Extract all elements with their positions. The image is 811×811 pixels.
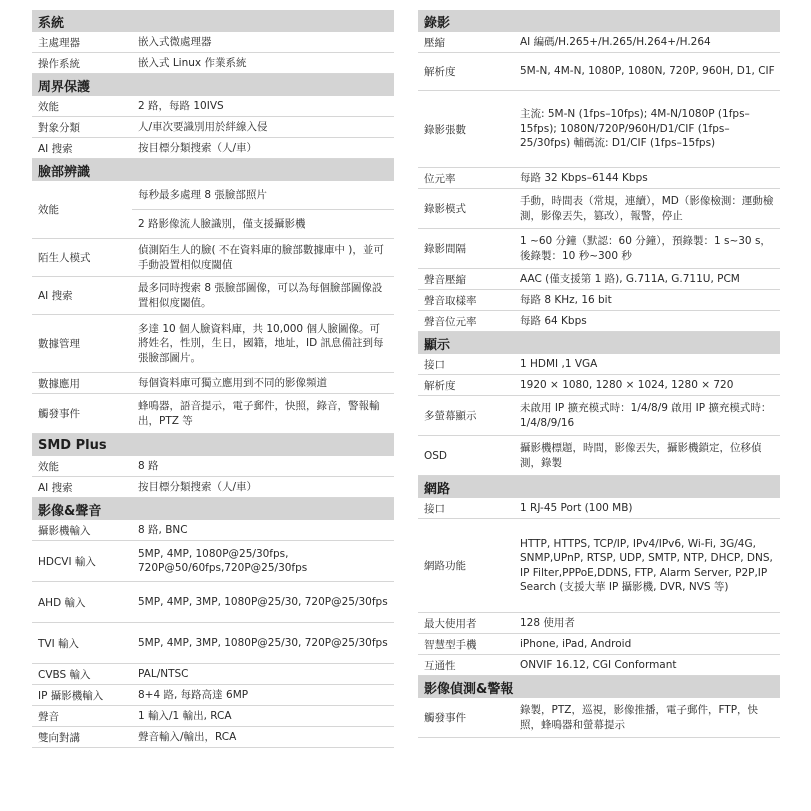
spec-value: 5M-N, 4M-N, 1080P, 1080N, 720P, 960H, D1, CIF (520, 65, 775, 78)
spec-row (418, 436, 780, 476)
spec-label: 對象分類 (38, 121, 80, 134)
section-header-display: 顯示 (418, 332, 780, 354)
spec-row (418, 290, 780, 311)
spec-row (32, 394, 394, 434)
section-header-smd-plus: SMD Plus (32, 434, 394, 456)
spec-row (418, 375, 780, 396)
spec-label: CVBS 輸入 (38, 668, 91, 681)
spec-row (32, 32, 394, 53)
spec-label: 錄影間隔 (424, 243, 466, 255)
spec-value: 嵌入式微處理器 (138, 35, 212, 48)
spec-label: 智慧型手機 (424, 638, 477, 651)
spec-row (32, 706, 394, 727)
spec-row (418, 698, 780, 738)
section-header-system: 系統 (32, 10, 394, 32)
spec-value: 8 路 (138, 459, 159, 472)
spec-label: AI 搜索 (38, 142, 73, 155)
spec-label: 操作系統 (38, 57, 80, 70)
spec-value: 錄製，PTZ，巡視，影像推播，電子郵件，FTP，快照，蜂鳴器和螢幕提示 (520, 704, 759, 731)
spec-row (32, 456, 394, 477)
spec-value: 未啟用 IP 擴充模式時：1/4/8/9 啟用 IP 擴充模式時：1/4/8/9/16 (520, 402, 772, 429)
spec-value: 按目標分類搜索（人/車） (138, 480, 258, 493)
spec-value: 每路 8 KHz, 16 bit (520, 293, 612, 306)
spec-label: 聲音 (38, 710, 59, 723)
section-header-network: 網路 (418, 476, 780, 498)
spec-row (32, 373, 394, 394)
spec-row (32, 477, 394, 498)
spec-label: 效能 (38, 204, 59, 216)
spec-row (418, 354, 780, 375)
spec-value: iPhone, iPad, Android (520, 637, 632, 650)
spec-row (32, 53, 394, 74)
spec-value: 5MP, 4MP, 3MP, 1080P@25/30, 720P@25/30fps (138, 636, 388, 649)
spec-row (32, 541, 394, 582)
spec-value: 1920 × 1080, 1280 × 1024, 1280 × 720 (520, 378, 734, 391)
spec-value: 每個資料庫可獨立應用到不同的影像頻道 (138, 376, 327, 389)
spec-value: 手動，時間表（常規，連續），MD（影像檢測：運動檢測，影像丟失，篡改），報警，停止 (520, 195, 774, 222)
spec-label: 接口 (424, 358, 445, 371)
spec-value: 每路 64 Kbps (520, 314, 587, 327)
spec-value: 128 使用者 (520, 616, 575, 629)
spec-value: 2 路，每路 10IVS (138, 99, 224, 112)
spec-value: 8 路, BNC (138, 523, 188, 536)
spec-row (418, 396, 780, 436)
spec-row (418, 311, 780, 332)
spec-label: 聲音取樣率 (424, 294, 477, 307)
spec-value: 1 RJ-45 Port (100 MB) (520, 501, 633, 514)
spec-label: AHD 輸入 (38, 596, 86, 609)
spec-label: 數據管理 (38, 338, 80, 350)
spec-row (32, 315, 394, 373)
spec-row (32, 239, 394, 277)
section-header-perimeter: 周界保護 (32, 74, 394, 96)
spec-row (32, 685, 394, 706)
spec-row (32, 117, 394, 138)
spec-value-group (132, 181, 394, 238)
spec-row (32, 520, 394, 541)
spec-row (418, 229, 780, 269)
spec-value: 每路 32 Kbps–6144 Kbps (520, 171, 648, 184)
spec-label: 聲音位元率 (424, 315, 477, 328)
spec-label: IP 攝影機輸入 (38, 689, 104, 702)
section-header-recording: 錄影 (418, 10, 780, 32)
spec-row (418, 634, 780, 655)
spec-label: 陌生人模式 (38, 252, 91, 264)
spec-label: 錄影張數 (424, 123, 466, 136)
spec-value: 1 ~60 分鐘（默認：60 分鐘），預錄製：1 s~30 s，後錄製：10 秒~300 秒 (520, 235, 771, 262)
spec-label: 解析度 (424, 379, 456, 392)
spec-label: 效能 (38, 460, 59, 473)
spec-value: 5MP, 4MP, 1080P@25/30fps, 720P@50/60fps,720P@25/30fps (138, 547, 308, 574)
spec-label: 雙向對講 (38, 731, 80, 744)
spec-label: HDCVI 輸入 (38, 555, 96, 568)
spec-value: 按目標分類搜索（人/車） (138, 141, 258, 154)
spec-row (32, 181, 394, 239)
spec-value: 2 路影像流人臉識別，僅支援攝影機 (132, 209, 394, 238)
spec-label: AI 搜索 (38, 481, 73, 494)
spec-row (32, 623, 394, 664)
spec-row (32, 582, 394, 623)
spec-label: 網路功能 (424, 560, 466, 572)
spec-row (418, 613, 780, 634)
spec-label: 效能 (38, 100, 59, 113)
spec-label: 數據應用 (38, 377, 80, 390)
spec-row (418, 655, 780, 676)
spec-value: 1 輸入/1 輸出, RCA (138, 709, 232, 722)
section-header-face-recognition: 臉部辨識 (32, 159, 394, 181)
spec-value: 5MP, 4MP, 3MP, 1080P@25/30, 720P@25/30fps (138, 595, 388, 608)
spec-label: 位元率 (424, 172, 456, 185)
spec-value: 每秒最多處理 8 張臉部照片 (138, 188, 267, 201)
spec-label: 多螢幕顯示 (424, 410, 477, 422)
spec-row (418, 32, 780, 53)
spec-value: 蜂鳴器，語音提示，電子郵件，快照，錄音，警報輸出，PTZ 等 (138, 400, 380, 427)
spec-row (418, 91, 780, 168)
spec-label: AI 搜索 (38, 290, 73, 302)
spec-label: 主處理器 (38, 36, 80, 49)
spec-row (418, 498, 780, 519)
spec-value: HTTP, HTTPS, TCP/IP, IPv4/IPv6, Wi-Fi, 3G/4G, SNMP,UPnP, RTSP, UDP, SMTP, NTP, DHCP, DNS, IP Filter,PPPoE,DDNS, FTP, Alarm Server, P2P,IP Search (支援大華 IP 攝影機, DVR, NVS 等) (520, 537, 773, 593)
spec-value: 8+4 路, 每路高達 6MP (138, 688, 249, 701)
spec-label: 錄影模式 (424, 203, 466, 215)
spec-label: 攝影機輸入 (38, 524, 91, 537)
spec-value: 攝影機標題，時間，影像丟失，攝影機鎖定，位移偵測，錄製 (520, 442, 762, 469)
spec-row (32, 138, 394, 159)
spec-row (418, 168, 780, 189)
spec-label: 互通性 (424, 659, 456, 672)
spec-label: 壓縮 (424, 36, 445, 49)
spec-value: 主流: 5M-N (1fps–10fps); 4M-N/1080P (1fps–15fps); 1080N/720P/960H/D1/CIF (1fps–25/30fps) 輔碼流: D1/CIF (1fps–15fps) (520, 108, 750, 150)
spec-value: 最多同時搜索 8 張臉部圖像，可以為每個臉部圖像設置相似度閾值。 (138, 282, 383, 309)
spec-row (418, 269, 780, 290)
section-header-video-detection-alarm: 影像偵測&警報 (418, 676, 780, 698)
spec-label: 聲音壓縮 (424, 273, 466, 286)
spec-row (418, 189, 780, 229)
spec-row (32, 664, 394, 685)
spec-value: AI 編碼/H.265+/H.265/H.264+/H.264 (520, 35, 711, 48)
spec-value: 嵌入式 Linux 作業系統 (138, 56, 247, 69)
right-spec-column (418, 10, 780, 738)
spec-value: PAL/NTSC (138, 667, 189, 680)
section-header-video-audio: 影像&聲音 (32, 498, 394, 520)
spec-row (32, 727, 394, 748)
spec-value: 偵測陌生人的臉( 不在資料庫的臉部數據庫中 )，並可手動設置相似度閾值 (138, 244, 384, 271)
spec-value: 1 HDMI ,1 VGA (520, 357, 598, 370)
spec-value: 聲音輸入/輸出，RCA (138, 730, 237, 743)
spec-value: 多達 10 個人臉資料庫，共 10,000 個人臉圖像。可將姓名，性別，生日，國籍，地址，ID 訊息備註到每張臉部圖片。 (138, 322, 384, 364)
spec-value: AAC (僅支援第 1 路), G.711A, G.711U, PCM (520, 272, 740, 285)
spec-label: 解析度 (424, 66, 456, 78)
spec-label: OSD (424, 449, 448, 462)
spec-label: 觸發事件 (424, 712, 466, 724)
spec-label: 接口 (424, 502, 445, 515)
left-spec-column (32, 10, 394, 748)
spec-row (418, 519, 780, 613)
spec-value: ONVIF 16.12, CGI Conformant (520, 658, 677, 671)
spec-row (32, 96, 394, 117)
spec-row (418, 53, 780, 91)
spec-label: 最大使用者 (424, 617, 477, 630)
spec-label: TVI 輸入 (38, 637, 80, 650)
spec-row (32, 277, 394, 315)
spec-value: 人/車次要識別用於絆線入侵 (138, 120, 268, 133)
spec-label: 觸發事件 (38, 408, 80, 420)
